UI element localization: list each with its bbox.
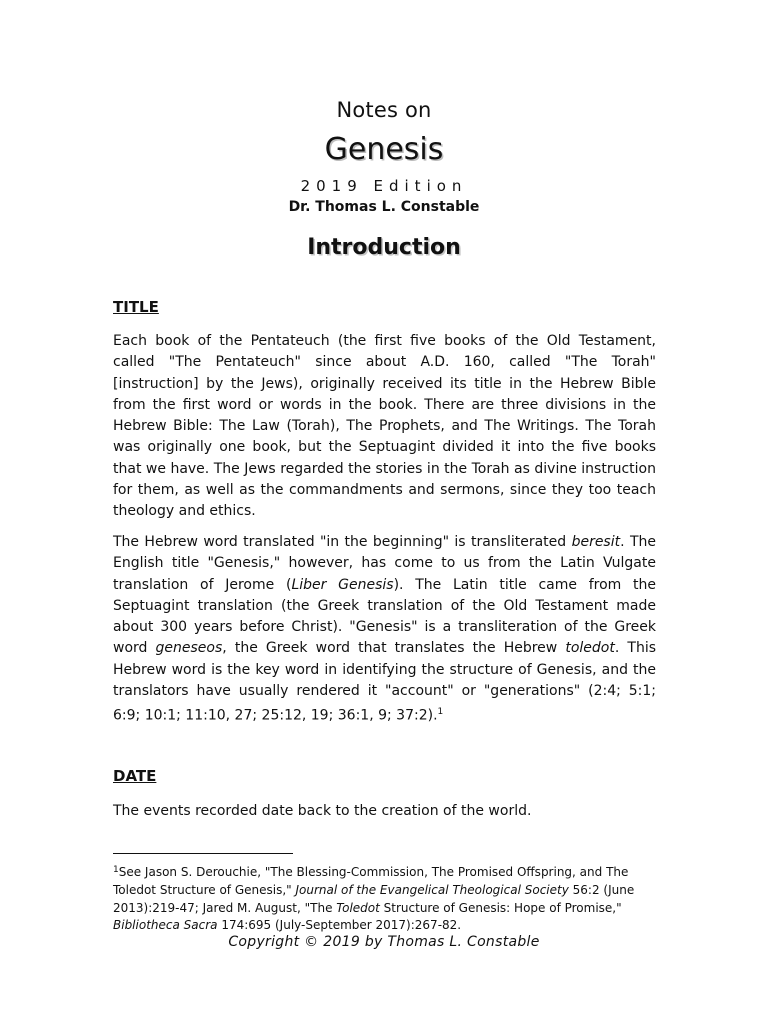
term-toledot: toledot — [565, 640, 615, 657]
footnote — [113, 862, 656, 935]
notes-on-label: Notes on — [336, 98, 432, 122]
section-title: Introduction — [307, 235, 461, 260]
title-paragraph-2 — [113, 532, 656, 727]
term-geneseos: geneseos — [155, 640, 223, 657]
footnote-number: 1 — [113, 865, 119, 875]
term-toledot: Toledot — [336, 900, 380, 915]
title-paragraph-1: Each book of the Pentateuch (the first five books of the Old Testament, called "The Pentateuch" since about A.D. 160, called "The Torah" [instruction] by the Jews), originally received its title in the Hebrew Bible from the first word or words in the book. There are three divisions in the Hebrew Bible: The Law (Torah), The Prophets, and The Writings. The Torah was originally one book, but the Septuagint divided it into the five books that we have. The Jews regarded the stories in the Torah as divine instruction for them, as well as the commandments and sermons, since they too teach theology and ethics. — [113, 333, 656, 520]
text-run: Structure of Genesis: Hope of Promise," — [379, 900, 622, 915]
text-run: , the Greek word that translates the Hebrew — [222, 640, 566, 657]
copyright-notice: Copyright © 2019 by Thomas L. Constable — [228, 934, 540, 950]
text-run: ). The Latin title came from the Septuagint translation (the Greek translation of the Old Testament made about 300 years before Christ). "Genesis" is a transliteration of the Greek word — [113, 576, 656, 657]
term-beresit: beresit — [571, 534, 621, 550]
term-liber-genesis: Liber Genesis — [291, 576, 394, 593]
text-run: 56:2 (June 2013):219-47; Jared M. August, "The — [113, 882, 635, 915]
title-heading: TITLE — [113, 298, 159, 316]
journal-title: Journal of the Evangelical Theological Society — [295, 882, 569, 897]
author-name: Dr. Thomas L. Constable — [288, 199, 480, 215]
date-paragraph: The events recorded date back to the creation of the world. — [113, 803, 532, 819]
text-run: . This Hebrew word is the key word in identifying the structure of Genesis, and the translators have usually rendered it "account" or "generations" (2:4; 5:1; 6:9; 10:1; 11:10, 27; 25:12, 19; 36:1, 9; 37:2). — [113, 640, 656, 725]
footnote-reference[interactable]: 1 — [437, 707, 444, 718]
footnote-divider — [113, 853, 293, 854]
text-run: 174:695 (July-September 2017):267-82. — [217, 918, 462, 933]
text-run: See Jason S. Derouchie, "The Blessing-Commission, The Promised Offspring, and The Toledot Structure of Genesis," — [113, 865, 629, 897]
text-run: . The English title "Genesis," however, has come to us from the Latin Vulgate translation of Jerome ( — [113, 534, 656, 593]
text-run: The Hebrew word translated "in the beginning" is transliterated — [113, 534, 572, 550]
edition-label: 2019 Edition — [300, 177, 468, 195]
journal-title: Bibliotheca Sacra — [113, 918, 218, 933]
date-heading: DATE — [113, 767, 157, 785]
book-title: Genesis — [324, 132, 444, 167]
